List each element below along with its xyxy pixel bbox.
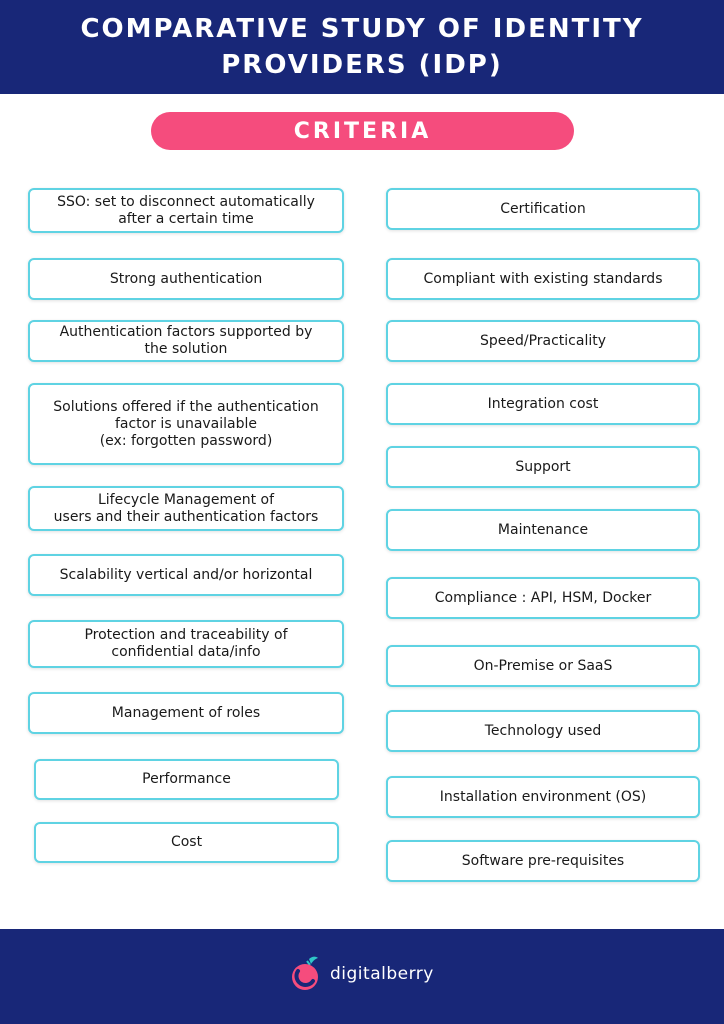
criteria-card: Performance <box>34 759 339 800</box>
criteria-card: Technology used <box>386 710 700 752</box>
header-banner <box>0 0 724 94</box>
page-title: COMPARATIVE STUDY OF IDENTITY PROVIDERS (IDP) <box>80 14 644 80</box>
criteria-card: SSO: set to disconnect automatically after a certain time <box>28 188 344 233</box>
criteria-card: Lifecycle Management of users and their authentication factors <box>28 486 344 531</box>
berry-icon <box>288 955 322 993</box>
criteria-card: Maintenance <box>386 509 700 551</box>
criteria-card: Support <box>386 446 700 488</box>
criteria-card: Integration cost <box>386 383 700 425</box>
criteria-card: Strong authentication <box>28 258 344 300</box>
criteria-card: Solutions offered if the authentication factor is unavailable (ex: forgotten password) <box>28 383 344 465</box>
criteria-card: On-Premise or SaaS <box>386 645 700 687</box>
criteria-card: Software pre-requisites <box>386 840 700 882</box>
criteria-card: Speed/Practicality <box>386 320 700 362</box>
criteria-card: Authentication factors supported by the solution <box>28 320 344 362</box>
criteria-heading: CRITERIA <box>151 112 574 150</box>
criteria-card: Cost <box>34 822 339 863</box>
criteria-card: Certification <box>386 188 700 230</box>
criteria-card: Installation environment (OS) <box>386 776 700 818</box>
criteria-card: Compliant with existing standards <box>386 258 700 300</box>
brand-logo <box>288 955 434 993</box>
brand-name: digitalberry <box>330 964 434 984</box>
criteria-card: Management of roles <box>28 692 344 734</box>
criteria-card: Protection and traceability of confidential data/info <box>28 620 344 668</box>
criteria-card: Scalability vertical and/or horizontal <box>28 554 344 596</box>
criteria-card: Compliance : API, HSM, Docker <box>386 577 700 619</box>
